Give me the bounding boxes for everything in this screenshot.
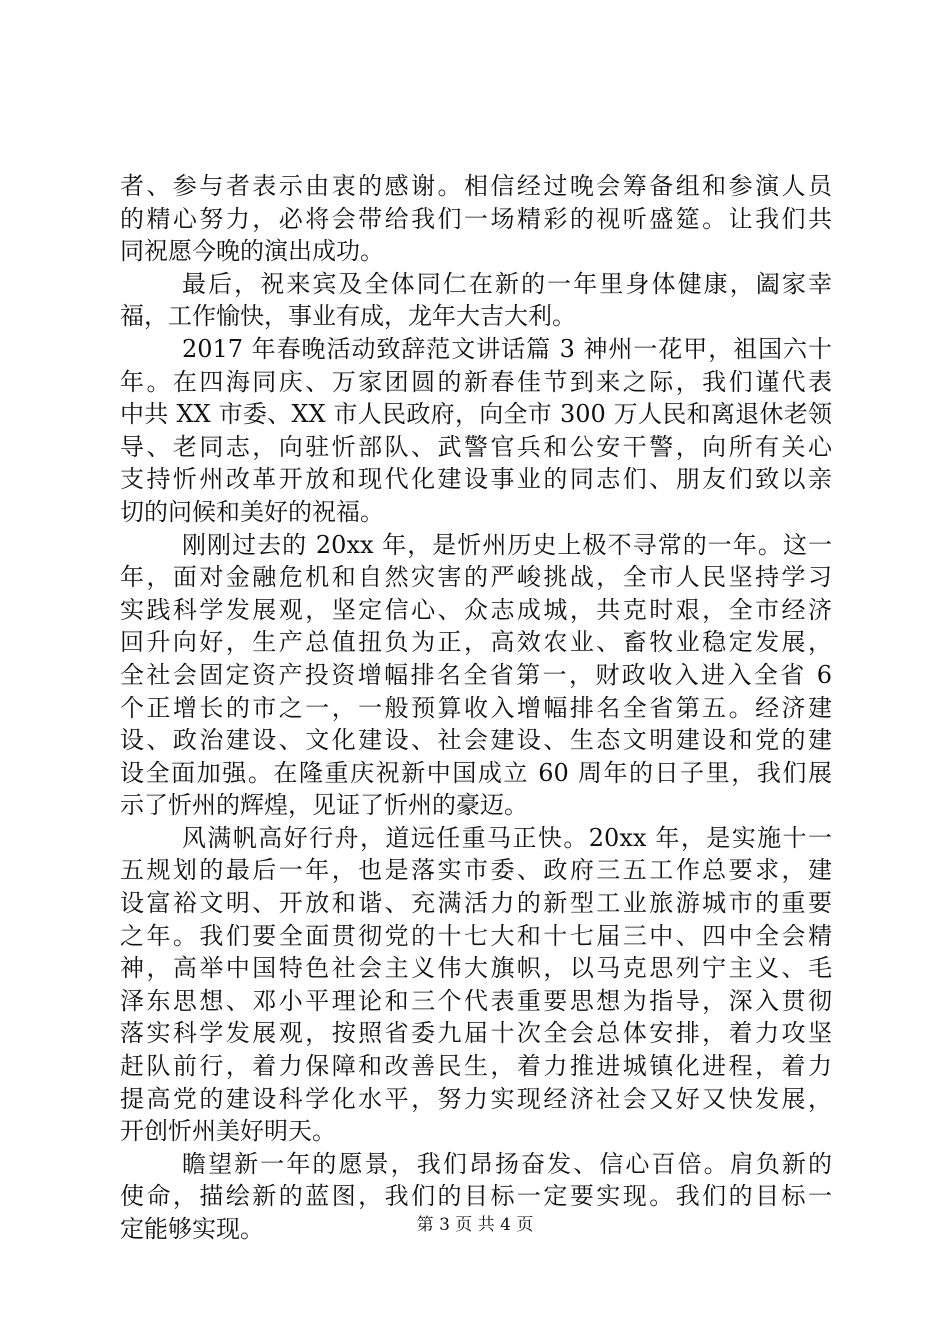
text-line: 开创忻州美好明天。 [120,1117,336,1146]
text-line: 2017 年春晚活动致辞范文讲话篇 3 神州一花甲，祖国六十 [182,334,832,363]
text-line: 设全面加强。在隆重庆祝新中国成立 60 周年的日子里，我们展 [120,758,832,787]
text-line: 同祝愿今晚的演出成功。 [120,237,384,266]
text-line: 设富裕文明、开放和谐、充满活力的新型工业旅游城市的重要 [120,889,832,918]
text-line: 的精心努力，必将会带给我们一场精彩的视听盛筵。让我们共 [120,204,832,233]
text-line: 示了忻州的辉煌，见证了忻州的豪迈。 [120,791,528,820]
text-line: 年，面对金融危机和自然灾害的严峻挑战，全市人民坚持学习 [120,563,832,592]
text-line: 支持忻州改革开放和现代化建设事业的同志们、朋友们致以亲 [120,465,832,494]
text-line: 赶队前行，着力保障和改善民生，着力推进城镇化进程，着力 [120,1052,832,1081]
text-line: 之年。我们要全面贯彻党的十七大和十七届三中、四中全会精 [120,921,832,950]
text-line: 提高党的建设科学化水平，努力实现经济社会又好又快发展， [120,1084,832,1113]
text-line: 五规划的最后一年，也是落实市委、政府三五工作总要求，建 [120,856,832,885]
text-line: 刚刚过去的 20xx 年，是忻州历史上极不寻常的一年。这一 [182,530,832,559]
text-line: 神，高举中国特色社会主义伟大旗帜，以马克思列宁主义、毛 [120,954,832,983]
page-footer: 第 3 页 共 4 页 [416,1215,534,1235]
text-line: 年。在四海同庆、万家团圆的新春佳节到来之际，我们谨代表 [120,367,832,396]
text-line: 使命，描绘新的蓝图，我们的目标一定要实现。我们的目标一 [120,1182,832,1211]
text-line: 实践科学发展观，坚定信心、众志成城，共克时艰，全市经济 [120,595,832,624]
text-line: 定能够实现。 [120,1215,264,1243]
text-line: 瞻望新一年的愿景，我们昂扬奋发、信心百倍。肩负新的 [182,1149,832,1178]
text-line: 个正增长的市之一，一般预算收入增幅排名全省第五。经济建 [120,693,832,722]
text-line: 全社会固定资产投资增幅排名全省第一，财政收入进入全省 6 [120,660,832,689]
text-line: 切的问候和美好的祝福。 [120,497,384,526]
text-line: 中共 XX 市委、XX 市人民政府，向全市 300 万人民和离退休老领 [120,400,832,429]
text-line: 福，工作愉快，事业有成，龙年大吉大利。 [120,302,576,331]
text-line: 设、政治建设、文化建设、社会建设、生态文明建设和党的建 [120,726,832,755]
text-line: 泽东思想、邓小平理论和三个代表重要思想为指导，深入贯彻 [120,986,832,1015]
text-line: 者、参与者表示由衷的感谢。相信经过晚会筹备组和参演人员 [120,172,832,200]
text-line: 回升向好，生产总值扭负为正，高效农业、畜牧业稳定发展， [120,628,832,657]
text-line: 风满帆高好行舟，道远任重马正快。20xx 年，是实施十一 [182,823,832,852]
text-line: 最后，祝来宾及全体同仁在新的一年里身体健康，阖家幸 [182,269,832,298]
text-line: 落实科学发展观，按照省委九届十次全会总体安排，着力攻坚 [120,1019,832,1048]
document-body [120,170,832,1246]
text-line: 导、老同志，向驻忻部队、武警官兵和公安干警，向所有关心 [120,432,832,461]
